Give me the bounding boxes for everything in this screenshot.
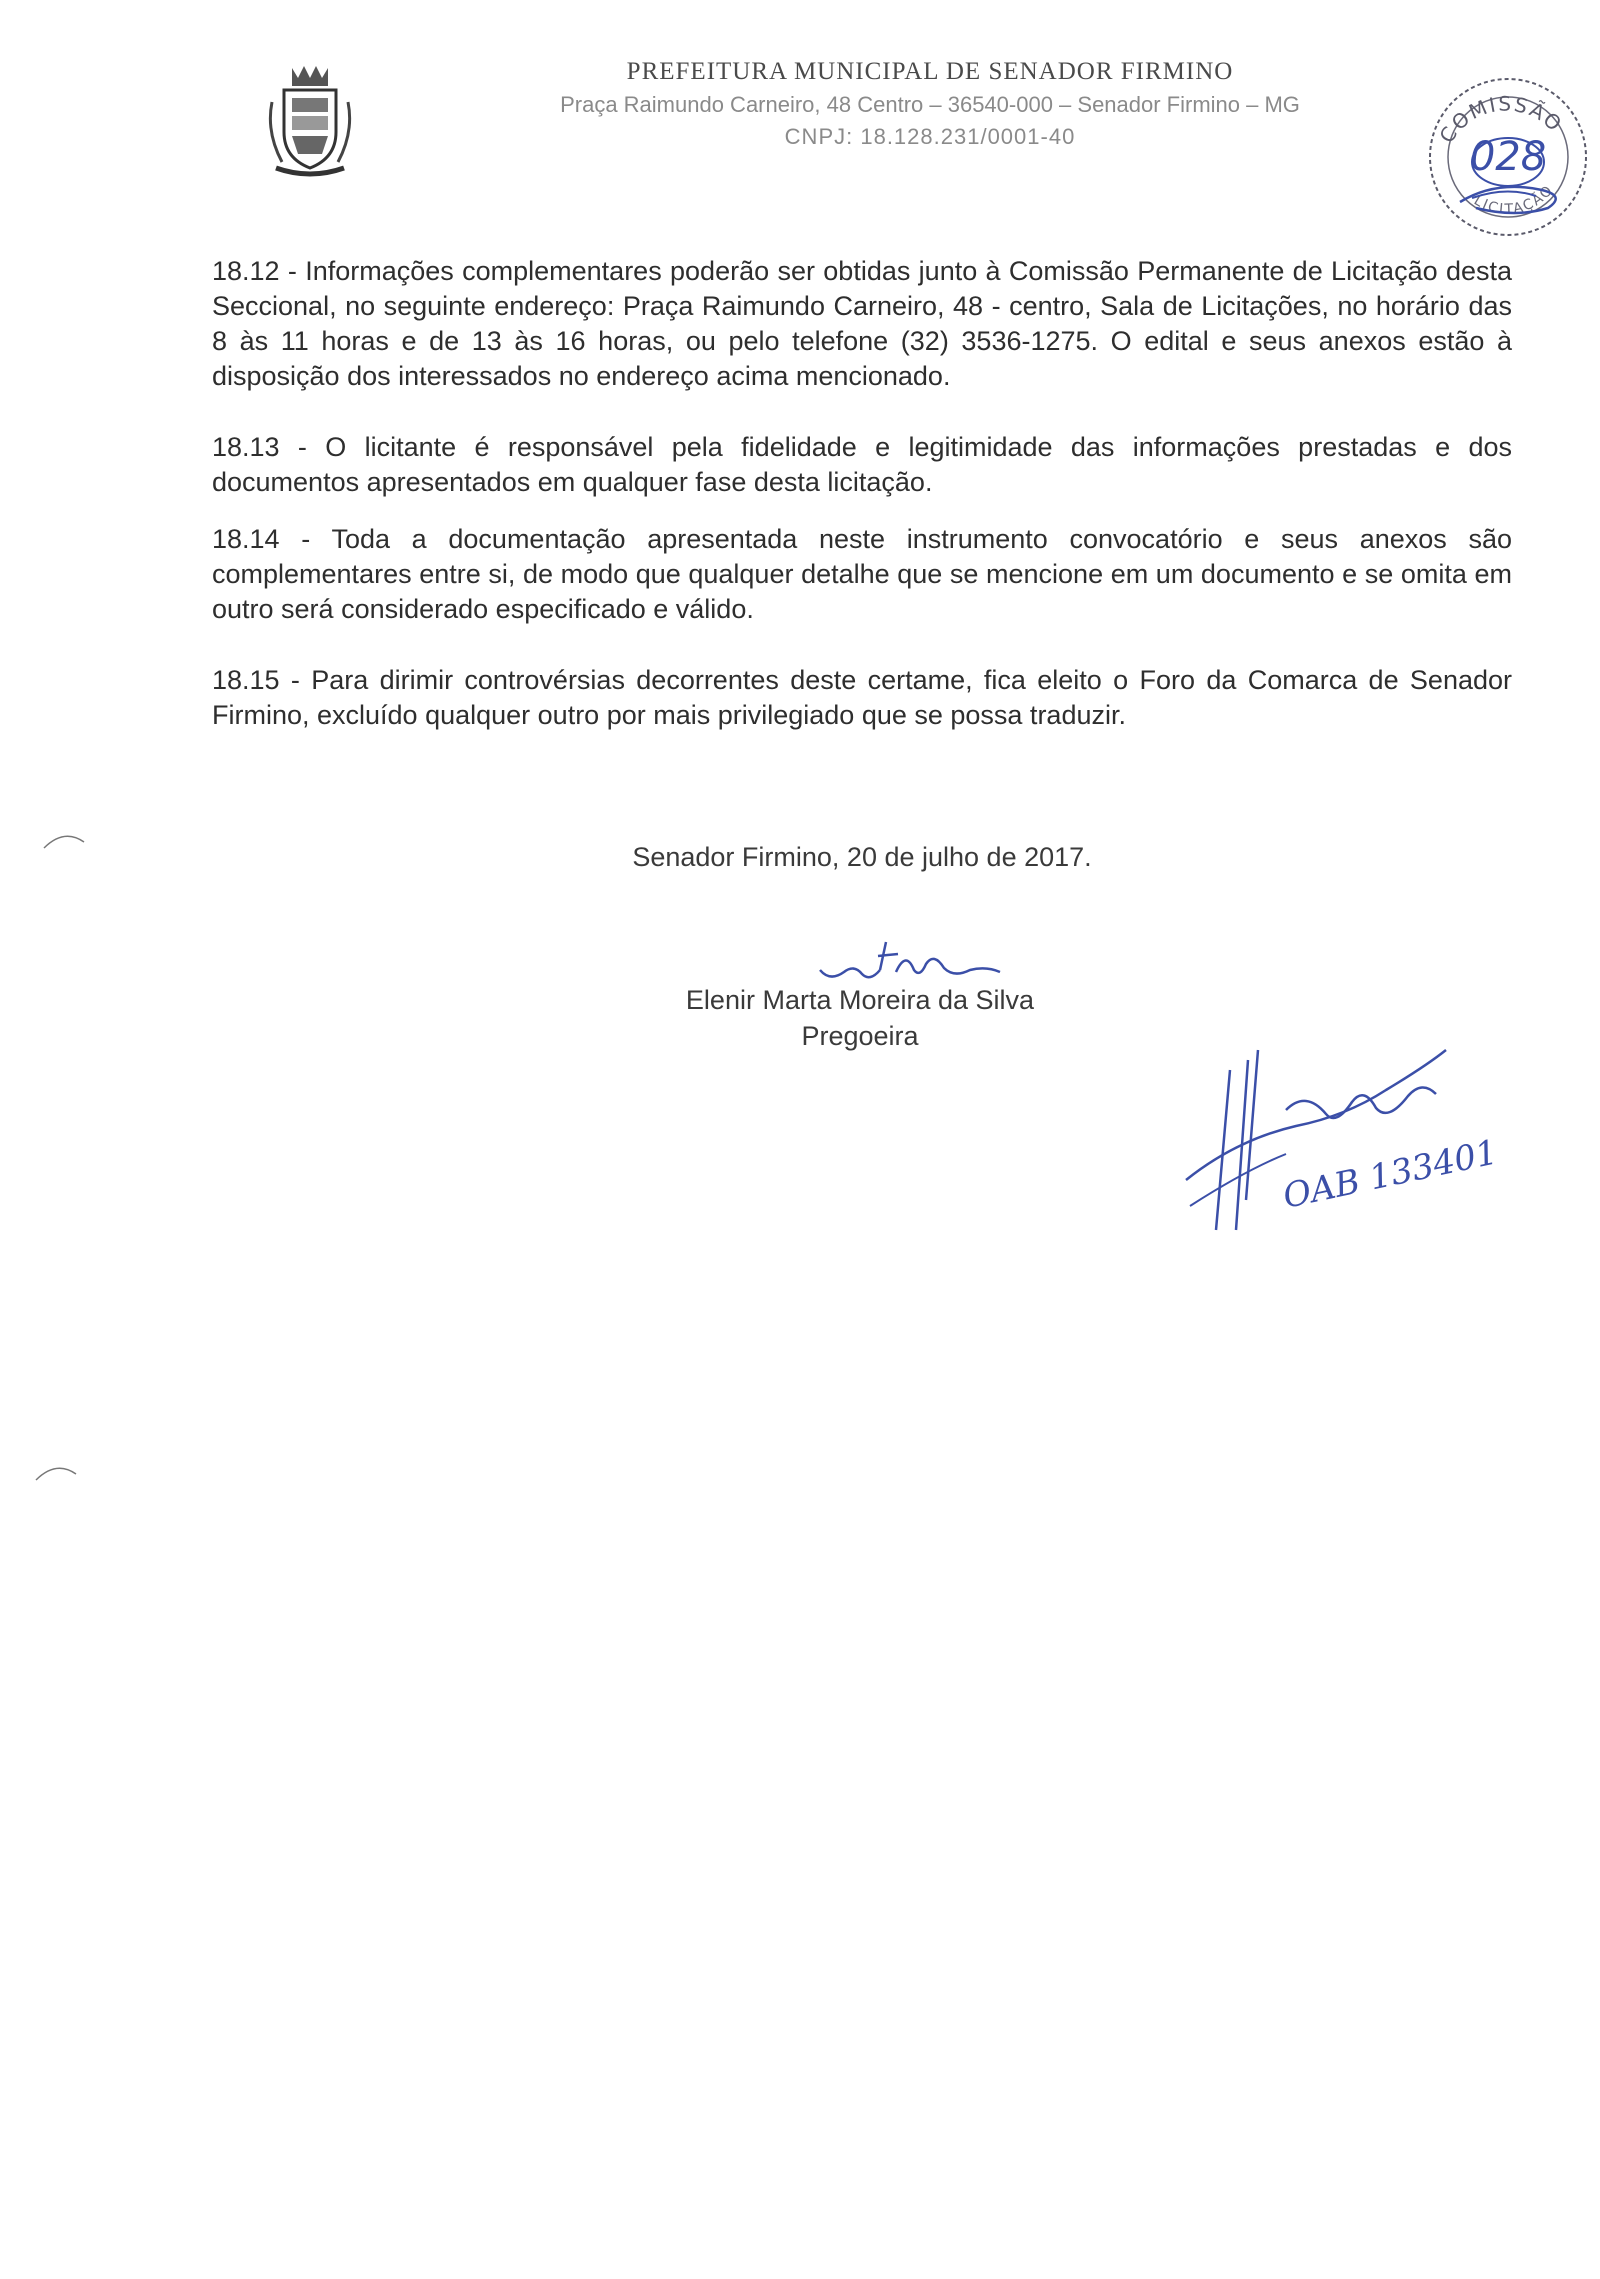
stamp-bottom-text: LICITAÇÃO [1470, 181, 1558, 218]
signatory-name: Elenir Marta Moreira da Silva [685, 985, 1035, 1015]
clause-18-14: 18.14 - Toda a documentação apresentada neste instrumento convocatório e seus anexos são complementares entre si, de modo que qualquer detalhe que se mencione em um documento e se omita em outro será considerado especificado e válido. [212, 524, 1512, 624]
letterhead [430, 58, 1430, 150]
clause-18-13: 18.13 - O licitante é responsável pela fidelidade e legitimidade das informações prestadas e dos documentos apresentados em qualquer fase desta licitação. [212, 432, 1512, 497]
oab-number: OAB 133401 [1279, 1132, 1502, 1217]
place-and-date: Senador Firmino, 20 de julho de 2017. [632, 842, 1092, 872]
coat-of-arms-icon [262, 62, 358, 180]
signatory-role: Pregoeira [801, 1021, 919, 1051]
municipality-cnpj: CNPJ: 18.128.231/0001-40 [784, 124, 1076, 149]
signatory-block [560, 982, 1160, 1054]
commission-stamp [1416, 62, 1596, 252]
stamp-top-text: COMISSÃO [1434, 91, 1568, 148]
clause-18-15: 18.15 - Para dirimir controvérsias decorrentes deste certame, fica eleito o Foro da Comarca de Senador Firmino, excluído qualquer outro por mais privilegiado que se possa traduzir. [212, 665, 1512, 730]
municipality-title: PREFEITURA MUNICIPAL DE SENADOR FIRMINO [626, 58, 1234, 85]
municipality-address: Praça Raimundo Carneiro, 48 Centro – 36540-000 – Senador Firmino – MG [560, 92, 1300, 117]
punch-hole-mark [34, 1460, 78, 1484]
clauses-section [212, 254, 1512, 769]
stamp-number: 028 [1469, 134, 1547, 180]
punch-hole-mark [42, 828, 86, 852]
lawyer-signature [1176, 1030, 1506, 1240]
clause-18-12: 18.12 - Informações complementares poderão ser obtidas junto à Comissão Permanente de Licitação desta Seccional, no seguinte endereço: Praça Raimundo Carneiro, 48 - centro, Sala de Licitações, no horário das 8 às 11 horas e de 13 às 16 horas, ou pelo telefone (32) 3536-1275. O edital e seus anexos estão à disposição dos interessados no endereço acima mencionado. [212, 256, 1512, 391]
